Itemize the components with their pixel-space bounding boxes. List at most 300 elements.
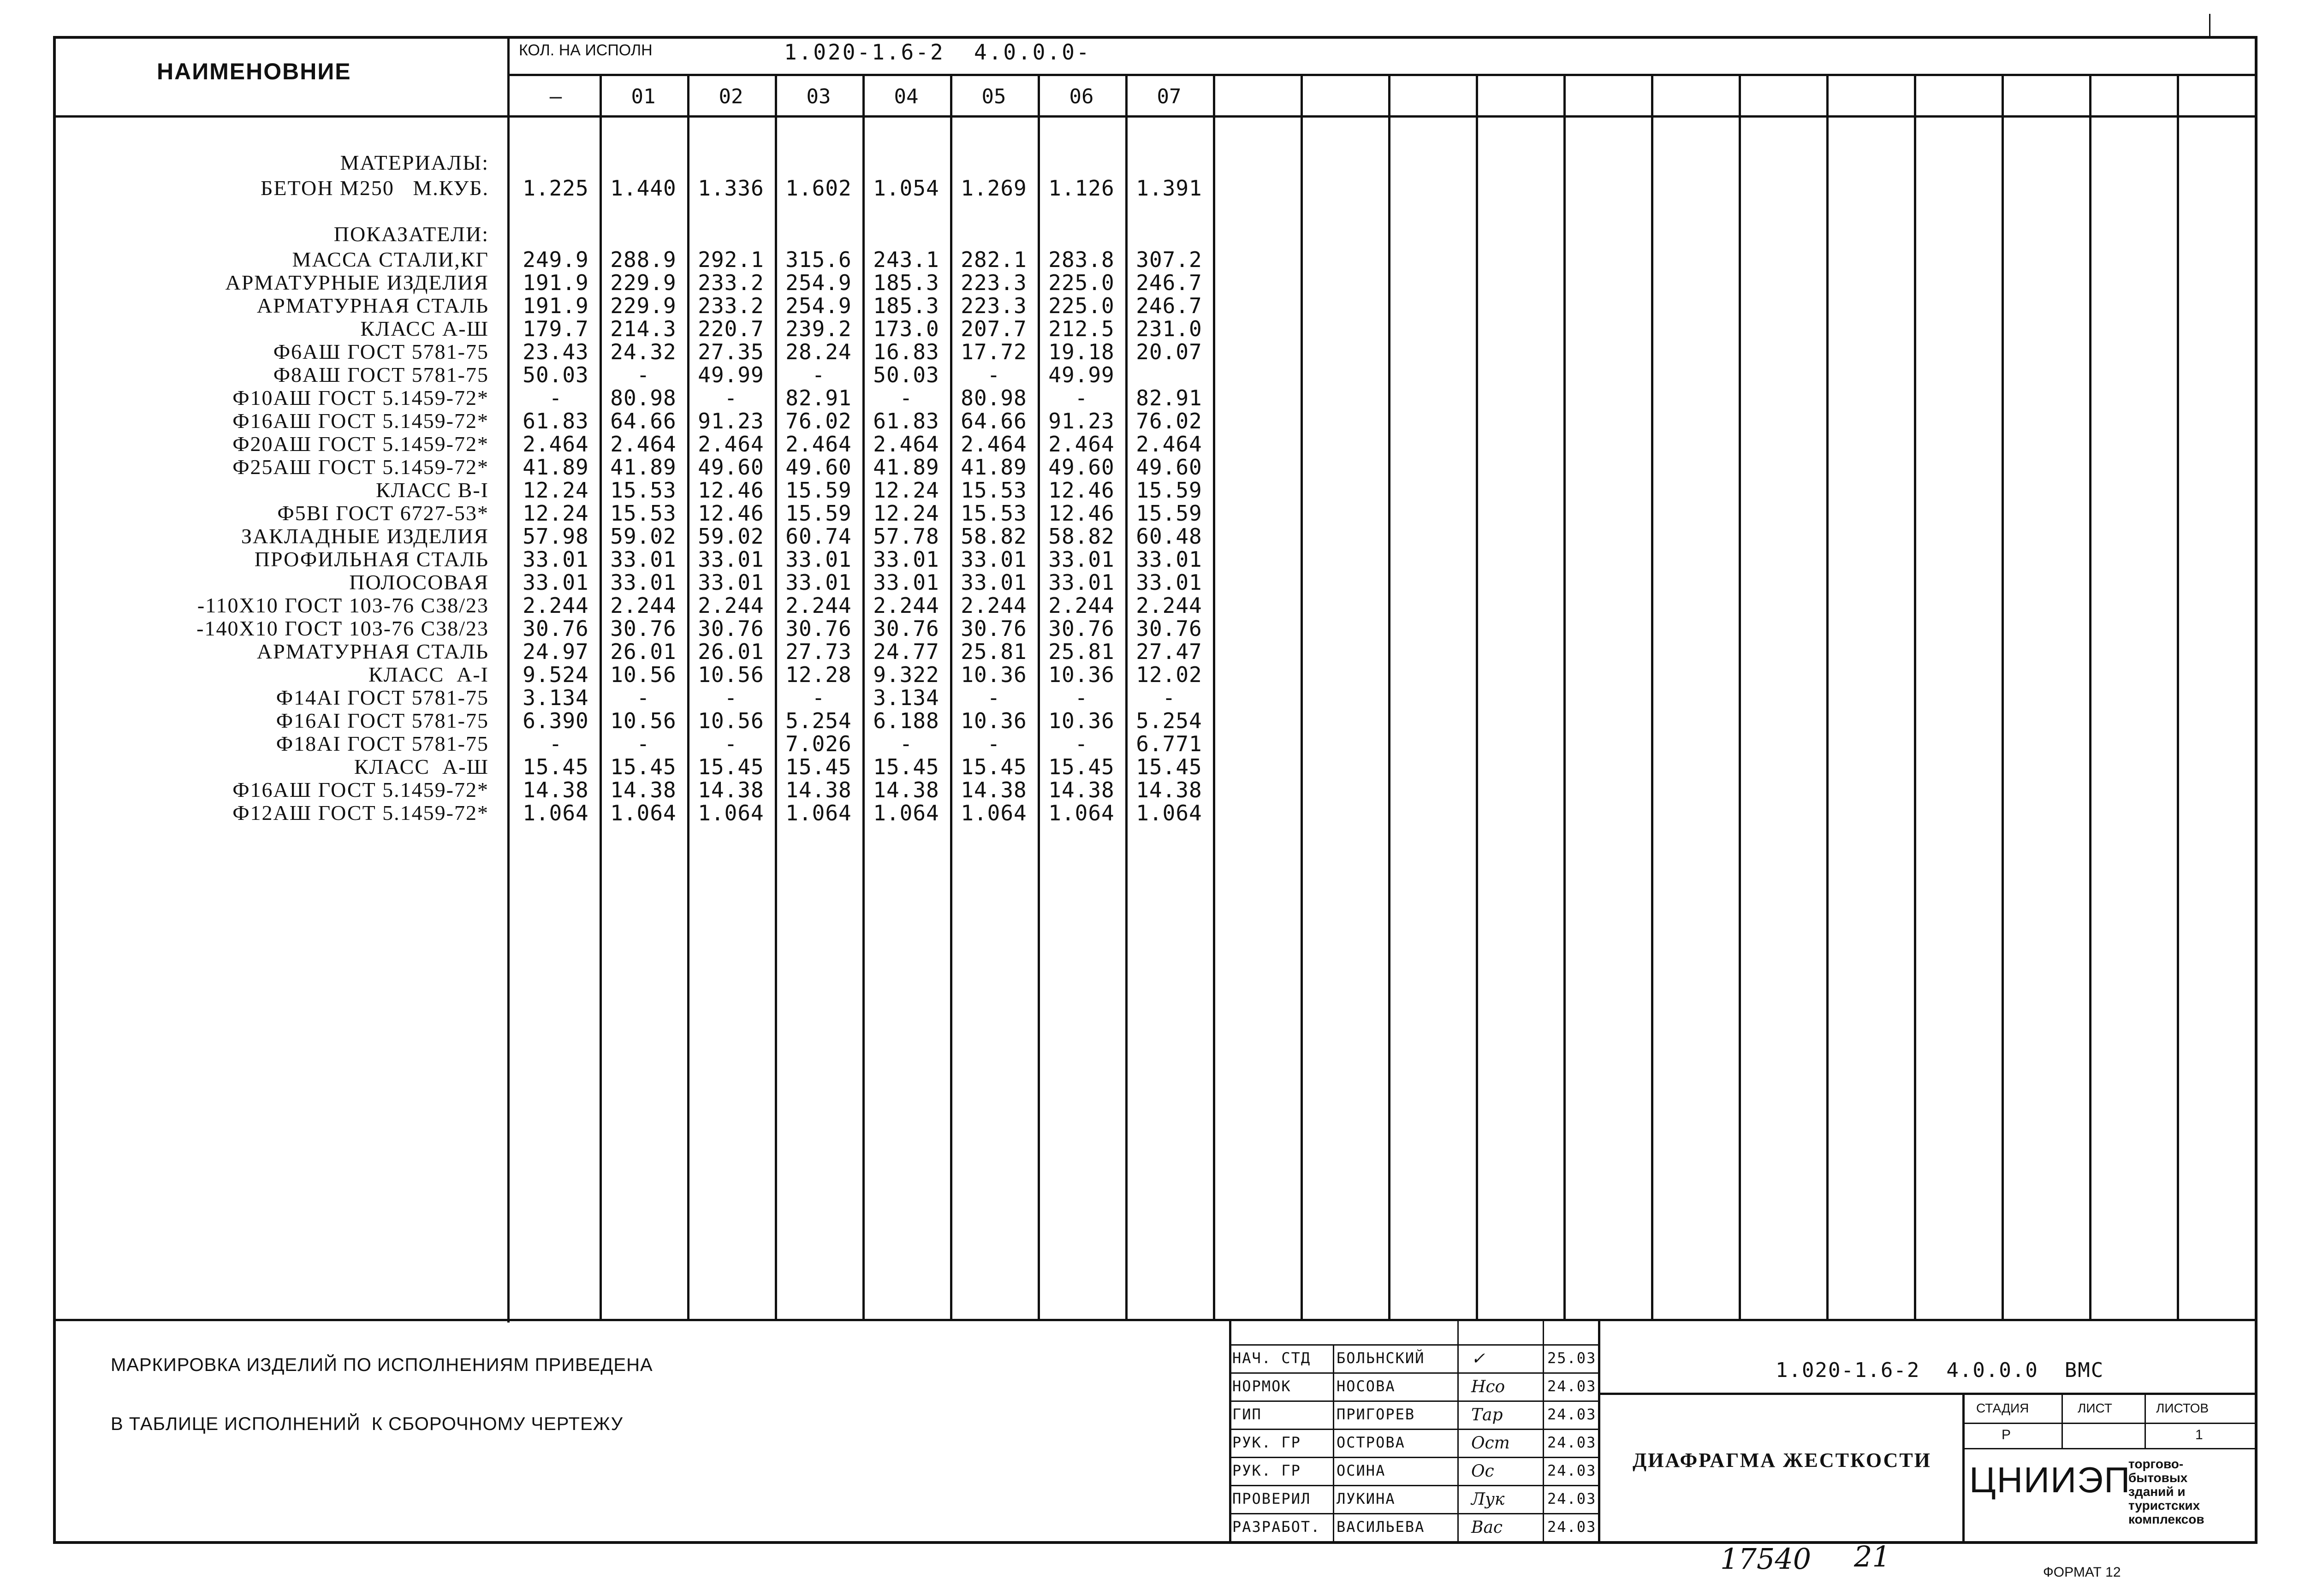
row-value-cell: 6.390 [523,708,589,733]
signature-name: ВАСИЛЬЕВА [1337,1518,1425,1536]
signature-row-line [1229,1457,1598,1458]
row-value-cell: 30.76 [1136,616,1202,641]
row-value-cell: 19.18 [1048,339,1115,364]
row-value-cell: 1.269 [961,176,1027,201]
tb-stage-div2 [2145,1393,2146,1448]
row-value-cell: 223.3 [961,293,1027,318]
row-value-cell: - [724,731,738,756]
row-value-cell: - [899,731,913,756]
row-label: КЛАСС В-I [376,478,489,502]
qty-label: КОЛ. НА ИСПОЛН [519,42,653,59]
column-header: 07 [1157,85,1182,108]
row-label: Ф6АШ ГОСТ 5781-75 [273,340,489,363]
tb-left-line [1229,1319,1231,1544]
row-value-cell: 3.134 [873,685,939,710]
row-value-cell: 15.53 [610,478,677,503]
row-value-cell: 249.9 [523,247,589,272]
column-line [2002,74,2004,1319]
row-value-cell: 17.72 [961,339,1027,364]
column-line [1563,74,1566,1319]
signature-row-line [1229,1400,1598,1402]
row-value-cell: 6.771 [1136,731,1202,756]
row-value-cell: 41.89 [610,455,677,480]
row-value-cell: 1.064 [961,801,1027,825]
column-line [2177,74,2179,1319]
signature-date: 24.03 [1547,1406,1597,1423]
row-value-cell: 49.60 [698,455,764,480]
row-value-cell: 315.6 [785,247,852,272]
tb-col-date [1598,1319,1600,1544]
column-header: 04 [894,85,919,108]
row-value-cell: 15.45 [1048,754,1115,779]
row-value-cell: 14.38 [785,777,852,802]
row-value-cell: 25.81 [1048,639,1115,664]
row-value-cell: 33.01 [698,570,764,595]
row-value-cell: 80.98 [610,386,677,410]
row-label: Ф12АШ ГОСТ 5.1459-72* [232,801,489,825]
row-value-cell: 14.38 [610,777,677,802]
row-label: АРМАТУРНЫЕ ИЗДЕЛИЯ [225,271,489,294]
signature-date: 24.03 [1547,1434,1597,1451]
row-value-cell: 233.2 [698,293,764,318]
column-header: 06 [1069,85,1094,108]
signature-name: НОСОВА [1337,1377,1396,1395]
row-value-cell: 20.07 [1136,339,1202,364]
row-label: Ф18АI ГОСТ 5781-75 [276,732,489,755]
row-value-cell: 12.24 [523,478,589,503]
row-value-cell: 15.45 [785,754,852,779]
row-value-cell: - [724,685,738,710]
row-value-cell: 33.01 [1048,570,1115,595]
row-value-cell: 33.01 [785,547,852,572]
row-label: БЕТОН М250 М.КУБ. [261,176,489,200]
row-label: -110X10 ГОСТ 103-76 С38/23 [197,593,489,617]
row-label: МАССА СТАЛИ,КГ [292,248,489,271]
tb-stage-label: СТАДИЯ [1976,1401,2029,1415]
row-value-cell: 58.82 [1048,524,1115,549]
row-value-cell: 239.2 [785,316,852,341]
signature-sign: Лук [1471,1490,1505,1509]
row-value-cell: 207.7 [961,316,1027,341]
row-value-cell: - [812,685,826,710]
row-value-cell: 26.01 [610,639,677,664]
row-value-cell: 33.01 [523,570,589,595]
row-label: Ф16АШ ГОСТ 5.1459-72* [232,778,489,801]
signature-name: БОЛЬНСКИЙ [1337,1349,1425,1367]
row-label: АРМАТУРНАЯ СТАЛЬ [256,640,489,663]
row-value-cell: 1.064 [1048,801,1115,825]
row-value-cell: 5.254 [785,708,852,733]
row-value-cell: 5.254 [1136,708,1202,733]
signature-sign: Ост [1471,1434,1510,1453]
tb-stage-value: Р [2002,1427,2011,1442]
row-value-cell: 10.36 [1048,662,1115,687]
row-value-cell: 292.1 [698,247,764,272]
row-value-cell: 254.9 [785,293,852,318]
row-value-cell: 179.7 [523,316,589,341]
row-label: КЛАСС А-Ш [360,317,489,340]
row-value-cell: 76.02 [785,409,852,433]
row-value-cell: 3.134 [523,685,589,710]
row-value-cell: - [1162,685,1176,710]
row-value-cell: 49.99 [698,362,764,387]
row-value-cell: 33.01 [873,547,939,572]
row-value-cell: 33.01 [610,547,677,572]
column-header: 05 [981,85,1006,108]
row-value-cell: 229.9 [610,293,677,318]
row-value-cell: 1.225 [523,176,589,201]
row-value-cell: 7.026 [785,731,852,756]
row-value-cell: - [636,685,650,710]
row-value-cell: 24.77 [873,639,939,664]
row-value-cell: 10.36 [961,662,1027,687]
signature-role: ГИП [1232,1406,1262,1423]
row-value-cell: 2.464 [1048,432,1115,457]
row-value-cell: 33.01 [698,547,764,572]
row-value-cell: 30.76 [873,616,939,641]
org-subtitle: торгово- бытовых зданий и туристских комплексов [2128,1457,2204,1526]
row-value-cell: 2.464 [873,432,939,457]
row-value-cell: 2.244 [961,593,1027,618]
row-value-cell: 225.0 [1048,293,1115,318]
row-value-cell: 185.3 [873,293,939,318]
column-line [1213,74,1215,1319]
row-value-cell: 2.464 [785,432,852,457]
column-header: 03 [806,85,831,108]
row-value-cell: 30.76 [961,616,1027,641]
tb-sheet-label: ЛИСТ [2078,1401,2112,1415]
row-value-cell: 231.0 [1136,316,1202,341]
signature-sign: Вас [1471,1518,1503,1537]
row-value-cell: 10.56 [610,662,677,687]
row-label: ПОКАЗАТЕЛИ: [333,222,489,246]
signature-role: ПРОВЕРИЛ [1232,1490,1311,1507]
row-value-cell: 14.38 [1136,777,1202,802]
row-value-cell: 49.99 [1048,362,1115,387]
table-bottom-line [53,1319,2257,1321]
signature-date: 24.03 [1547,1462,1597,1479]
row-value-cell: 64.66 [961,409,1027,433]
row-value-cell: 27.73 [785,639,852,664]
row-label: Ф14АI ГОСТ 5781-75 [276,686,489,709]
signature-sign: Тар [1471,1406,1503,1424]
org-name: ЦНИИЭП [1969,1460,2131,1500]
row-value-cell: 243.1 [873,247,939,272]
row-value-cell: - [636,362,650,387]
row-label: Ф8АШ ГОСТ 5781-75 [273,363,489,386]
header-sub-line [507,74,2257,76]
row-value-cell: 10.36 [961,708,1027,733]
signature-role: НАЧ. СТД [1232,1349,1311,1367]
signature-name: ПРИГОРЕВ [1337,1406,1415,1423]
row-value-cell: 1.336 [698,176,764,201]
row-value-cell: 2.244 [610,593,677,618]
row-value-cell: - [549,731,563,756]
tb-designation-line [1598,1393,2257,1395]
row-label: -140X10 ГОСТ 103-76 С38/23 [196,617,489,640]
tb-col-sign [1543,1319,1544,1544]
row-value-cell: 16.83 [873,339,939,364]
row-value-cell: 6.188 [873,708,939,733]
row-value-cell: 15.59 [1136,501,1202,526]
tb-col-name [1457,1319,1459,1544]
row-value-cell: 49.60 [785,455,852,480]
row-value-cell: 33.01 [610,570,677,595]
row-value-cell: 9.322 [873,662,939,687]
row-value-cell: 12.46 [1048,478,1115,503]
row-value-cell: 2.464 [698,432,764,457]
row-value-cell: 214.3 [610,316,677,341]
row-value-cell: 26.01 [698,639,764,664]
row-value-cell: 80.98 [961,386,1027,410]
inventory-number: 17540 [1720,1542,1812,1576]
row-value-cell: 12.46 [698,501,764,526]
note-line-1: МАРКИРОВКА ИЗДЕЛИЙ ПО ИСПОЛНЕНИЯМ ПРИВЕДЕНА [111,1355,653,1375]
row-value-cell: 60.74 [785,524,852,549]
row-label: КЛАСС А-I [368,663,489,686]
row-value-cell: 33.01 [1048,547,1115,572]
row-label: Ф16АШ ГОСТ 5.1459-72* [232,409,489,433]
row-value-cell: 50.03 [873,362,939,387]
row-value-cell: - [636,731,650,756]
row-value-cell: - [1075,731,1088,756]
row-value-cell: 1.126 [1048,176,1115,201]
row-value-cell: 1.064 [523,801,589,825]
row-value-cell: 57.98 [523,524,589,549]
row-value-cell: 2.464 [610,432,677,457]
tb-designation: 1.020-1.6-2 4.0.0.0 ВМС [1776,1359,2104,1382]
row-value-cell: 60.48 [1136,524,1202,549]
tb-sheets-label: ЛИСТОВ [2156,1401,2209,1415]
row-value-cell: 1.064 [1136,801,1202,825]
name-column-divider [507,36,510,1323]
row-value-cell: 229.9 [610,270,677,295]
row-value-cell: - [899,386,913,410]
row-value-cell: 12.28 [785,662,852,687]
format-label: ФОРМАТ 12 [2043,1565,2121,1580]
row-value-cell: 28.24 [785,339,852,364]
row-value-cell: 233.2 [698,270,764,295]
row-value-cell: 91.23 [1048,409,1115,433]
tb-drawing-title: ДИАФРАГМА ЖЕСТКОСТИ [1633,1449,1931,1471]
signature-role: РУК. ГР [1232,1462,1301,1479]
column-line [2089,74,2091,1319]
column-header: 02 [719,85,743,108]
signature-row-line [1229,1372,1598,1374]
row-value-cell: 2.244 [523,593,589,618]
row-value-cell: 14.38 [1048,777,1115,802]
row-label: ЗАКЛАДНЫЕ ИЗДЕЛИЯ [241,524,489,548]
signature-row-line [1229,1429,1598,1430]
row-value-cell: 91.23 [698,409,764,433]
row-value-cell: 15.45 [1136,754,1202,779]
row-value-cell: 2.464 [1136,432,1202,457]
row-value-cell: 33.01 [523,547,589,572]
row-value-cell: 1.054 [873,176,939,201]
row-value-cell: 41.89 [523,455,589,480]
row-value-cell: 33.01 [873,570,939,595]
row-value-cell: 15.45 [610,754,677,779]
row-value-cell: 33.01 [961,570,1027,595]
row-value-cell: 15.59 [1136,478,1202,503]
row-value-cell: 33.01 [785,570,852,595]
signature-date: 24.03 [1547,1518,1597,1536]
signature-row-line [1229,1344,1598,1346]
row-value-cell: 15.45 [873,754,939,779]
signature-sign: ✓ [1471,1349,1485,1368]
row-value-cell: 282.1 [961,247,1027,272]
row-value-cell: 1.602 [785,176,852,201]
tb-stage-line2 [1962,1448,2257,1449]
row-value-cell: 2.464 [961,432,1027,457]
column-line [1826,74,1829,1319]
row-value-cell: 25.81 [961,639,1027,664]
row-value-cell: 23.43 [523,339,589,364]
row-value-cell: 30.76 [523,616,589,641]
tb-stage-left [1962,1393,1965,1544]
tb-stage-line1 [1962,1423,2257,1424]
column-line [1476,74,1478,1319]
row-value-cell: 12.46 [1048,501,1115,526]
signature-role: РАЗРАБОТ. [1232,1518,1321,1536]
row-value-cell: 10.56 [698,708,764,733]
row-value-cell: 57.78 [873,524,939,549]
row-value-cell: 15.53 [961,478,1027,503]
row-label: Ф16АI ГОСТ 5781-75 [276,709,489,732]
row-value-cell: 185.3 [873,270,939,295]
row-value-cell: 10.56 [698,662,764,687]
row-value-cell: 288.9 [610,247,677,272]
signature-name: ОСИНА [1337,1462,1386,1479]
row-value-cell: 246.7 [1136,270,1202,295]
row-value-cell: - [987,685,1001,710]
row-value-cell: 307.2 [1136,247,1202,272]
document-code: 1.020-1.6-2 4.0.0.0- [784,40,1091,65]
row-value-cell: 50.03 [523,362,589,387]
row-value-cell: 27.47 [1136,639,1202,664]
row-label: Ф25АШ ГОСТ 5.1459-72* [232,455,489,479]
row-value-cell: 254.9 [785,270,852,295]
row-value-cell: 2.244 [873,593,939,618]
row-value-cell: 41.89 [961,455,1027,480]
row-value-cell: - [987,362,1001,387]
row-value-cell: 59.02 [610,524,677,549]
row-label: ПОЛОСОВАЯ [349,570,489,594]
row-value-cell: - [987,731,1001,756]
row-value-cell: 49.60 [1048,455,1115,480]
row-value-cell: 76.02 [1136,409,1202,433]
row-value-cell: 10.56 [610,708,677,733]
row-value-cell: 220.7 [698,316,764,341]
name-column-title: НАИМЕНОВНИЕ [157,59,351,84]
signature-row-line [1229,1513,1598,1514]
row-label: Ф10АШ ГОСТ 5.1459-72* [232,386,489,409]
row-value-cell: 30.76 [698,616,764,641]
row-value-cell: 14.38 [523,777,589,802]
row-value-cell: 33.01 [1136,570,1202,595]
row-value-cell: 61.83 [873,409,939,433]
row-value-cell: 2.464 [523,432,589,457]
row-value-cell: 27.35 [698,339,764,364]
column-line [1651,74,1653,1319]
column-line [1301,74,1303,1319]
row-value-cell: 64.66 [610,409,677,433]
row-label: КЛАСС А-Ш [354,755,489,778]
row-value-cell: 212.5 [1048,316,1115,341]
column-line [1388,74,1390,1319]
row-value-cell: 61.83 [523,409,589,433]
row-value-cell: 15.53 [610,501,677,526]
row-value-cell: 12.24 [523,501,589,526]
row-value-cell: 24.97 [523,639,589,664]
tb-sheets-value: 1 [2195,1427,2203,1442]
row-value-cell: 30.76 [785,616,852,641]
row-value-cell: - [724,386,738,410]
corner-tick [2209,14,2210,36]
row-value-cell: 15.45 [523,754,589,779]
row-value-cell: 1.064 [698,801,764,825]
signature-name: ОСТРОВА [1337,1434,1405,1451]
row-label: МАТЕРИАЛЫ: [340,151,489,174]
signature-role: РУК. ГР [1232,1434,1301,1451]
row-value-cell: 2.244 [698,593,764,618]
signature-date: 25.03 [1547,1349,1597,1367]
header-bottom-line [53,115,2257,118]
row-value-cell: 12.46 [698,478,764,503]
signature-date: 24.03 [1547,1490,1597,1507]
tb-stage-div1 [2061,1393,2063,1448]
row-value-cell: 59.02 [698,524,764,549]
signature-row-line [1229,1485,1598,1486]
row-value-cell: 191.9 [523,270,589,295]
column-header: — [549,85,562,108]
row-value-cell: 2.244 [1048,593,1115,618]
signature-date: 24.03 [1547,1377,1597,1395]
row-label: ПРОФИЛЬНАЯ СТАЛЬ [254,547,489,571]
row-label: Ф5ВI ГОСТ 6727-53* [277,501,489,525]
row-value-cell: 82.91 [785,386,852,410]
row-value-cell: - [1075,685,1088,710]
row-value-cell: 58.82 [961,524,1027,549]
row-value-cell: 283.8 [1048,247,1115,272]
row-value-cell: 41.89 [873,455,939,480]
row-value-cell: 246.7 [1136,293,1202,318]
row-value-cell: 1.064 [873,801,939,825]
signature-name: ЛУКИНА [1337,1490,1396,1507]
row-value-cell: 1.391 [1136,176,1202,201]
row-value-cell: 82.91 [1136,386,1202,410]
row-value-cell: - [1075,386,1088,410]
row-value-cell: 33.01 [961,547,1027,572]
column-header: 01 [631,85,656,108]
row-value-cell: 9.524 [523,662,589,687]
signature-role: НОРМОК [1232,1377,1291,1395]
row-value-cell: 14.38 [698,777,764,802]
row-value-cell: - [549,386,563,410]
row-value-cell: 12.24 [873,478,939,503]
row-value-cell: 30.76 [610,616,677,641]
row-value-cell: 15.59 [785,501,852,526]
row-label: АРМАТУРНАЯ СТАЛЬ [256,294,489,317]
page-number: 21 [1854,1540,1890,1573]
row-value-cell: 15.59 [785,478,852,503]
row-value-cell: 14.38 [873,777,939,802]
column-line [1914,74,1916,1319]
row-value-cell: - [812,362,826,387]
row-value-cell: 2.244 [1136,593,1202,618]
note-line-2: В ТАБЛИЦЕ ИСПОЛНЕНИЙ К СБОРОЧНОМУ ЧЕРТЕЖУ [111,1414,624,1434]
row-value-cell: 15.45 [961,754,1027,779]
